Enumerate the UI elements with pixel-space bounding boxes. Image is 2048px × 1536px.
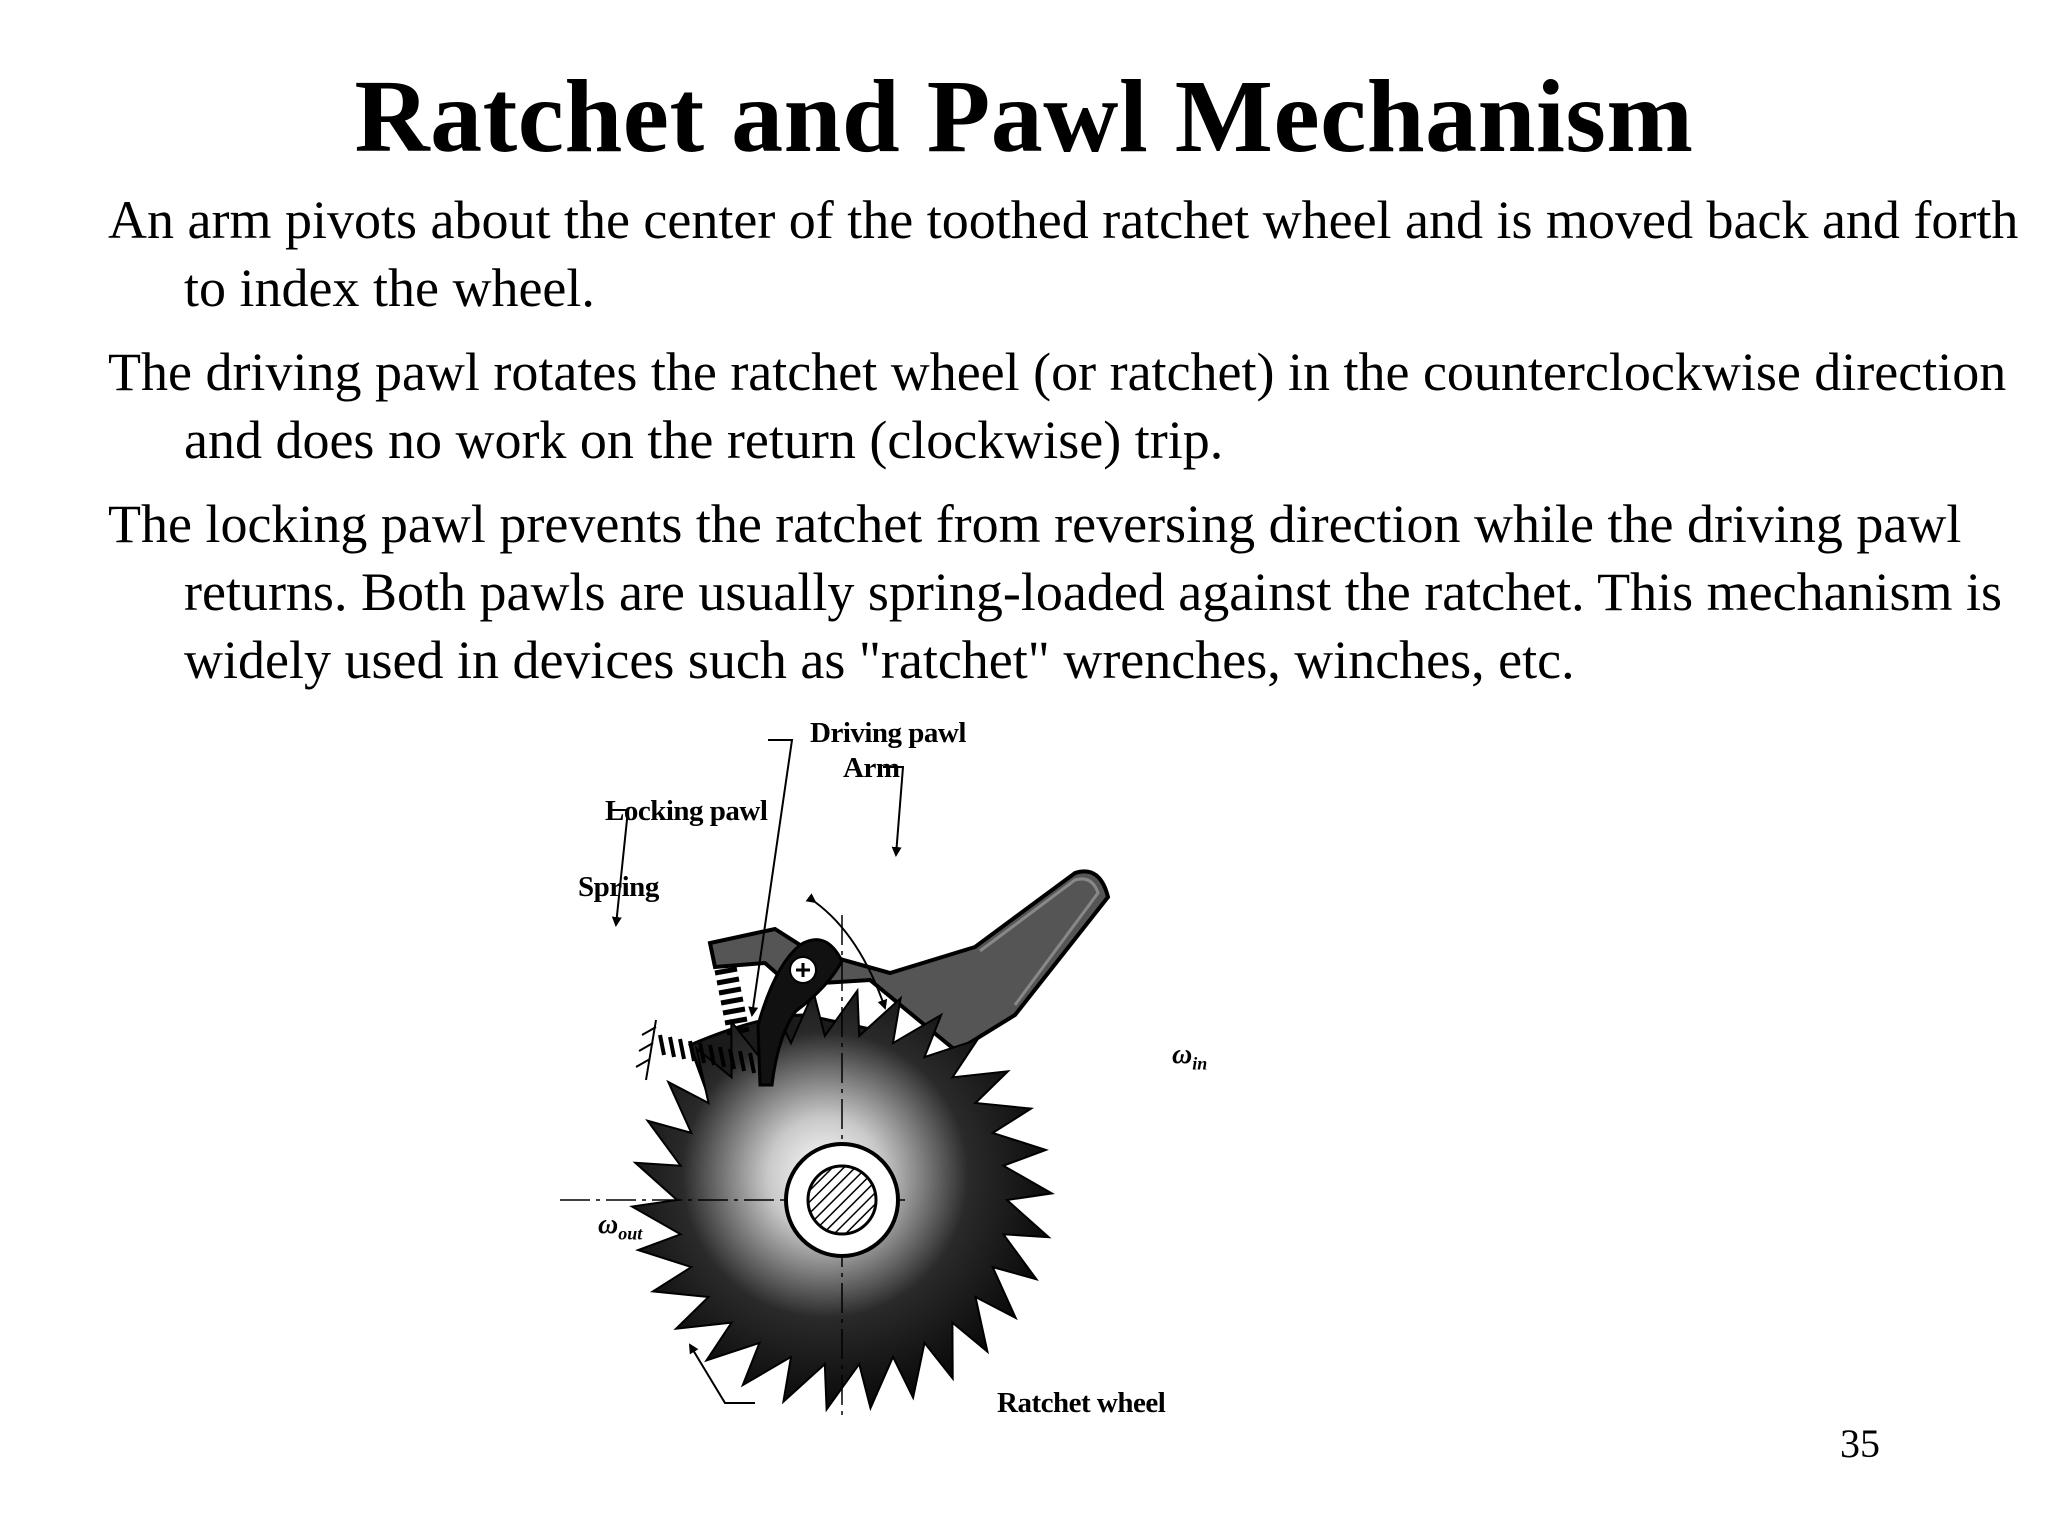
label-omega-out: $\omega_{out}$ bbox=[598, 1209, 643, 1244]
leader-locking-pawl bbox=[608, 810, 628, 925]
label-ratchet-wheel: Ratchet wheel bbox=[997, 1387, 1166, 1419]
page-number: 35 bbox=[1840, 1421, 1880, 1466]
paragraph-driving-pawl: The driving pawl rotates the ratchet wheel (or ratchet) in the counterclockwise direction and does no work on the return (clockwise) trip. bbox=[108, 342, 2007, 470]
ratchet-diagram bbox=[560, 715, 1260, 1445]
label-spring: Spring bbox=[578, 871, 659, 903]
label-omega-in: $\omega_{in}$ bbox=[1172, 1039, 1208, 1074]
paragraph-arm: An arm pivots about the center of the toothed ratchet wheel and is moved back and forth to index the wheel. bbox=[108, 190, 2019, 318]
label-arm: Arm bbox=[843, 752, 900, 784]
shaft-section bbox=[808, 1166, 876, 1234]
label-locking-pawl: Locking pawl bbox=[605, 795, 768, 827]
label-driving-pawl: Driving pawl bbox=[810, 717, 966, 749]
slide-body bbox=[108, 186, 2028, 710]
slide-title: Ratchet and Pawl Mechanism bbox=[354, 59, 1694, 174]
paragraph-locking-pawl: The locking pawl prevents the ratchet from reversing direction while the driving pawl returns. Both pawls are usually spring-loaded against the ratchet. This mechanism is widely used in devices such as "ratchet" wrenches, winches, etc. bbox=[108, 494, 2003, 690]
